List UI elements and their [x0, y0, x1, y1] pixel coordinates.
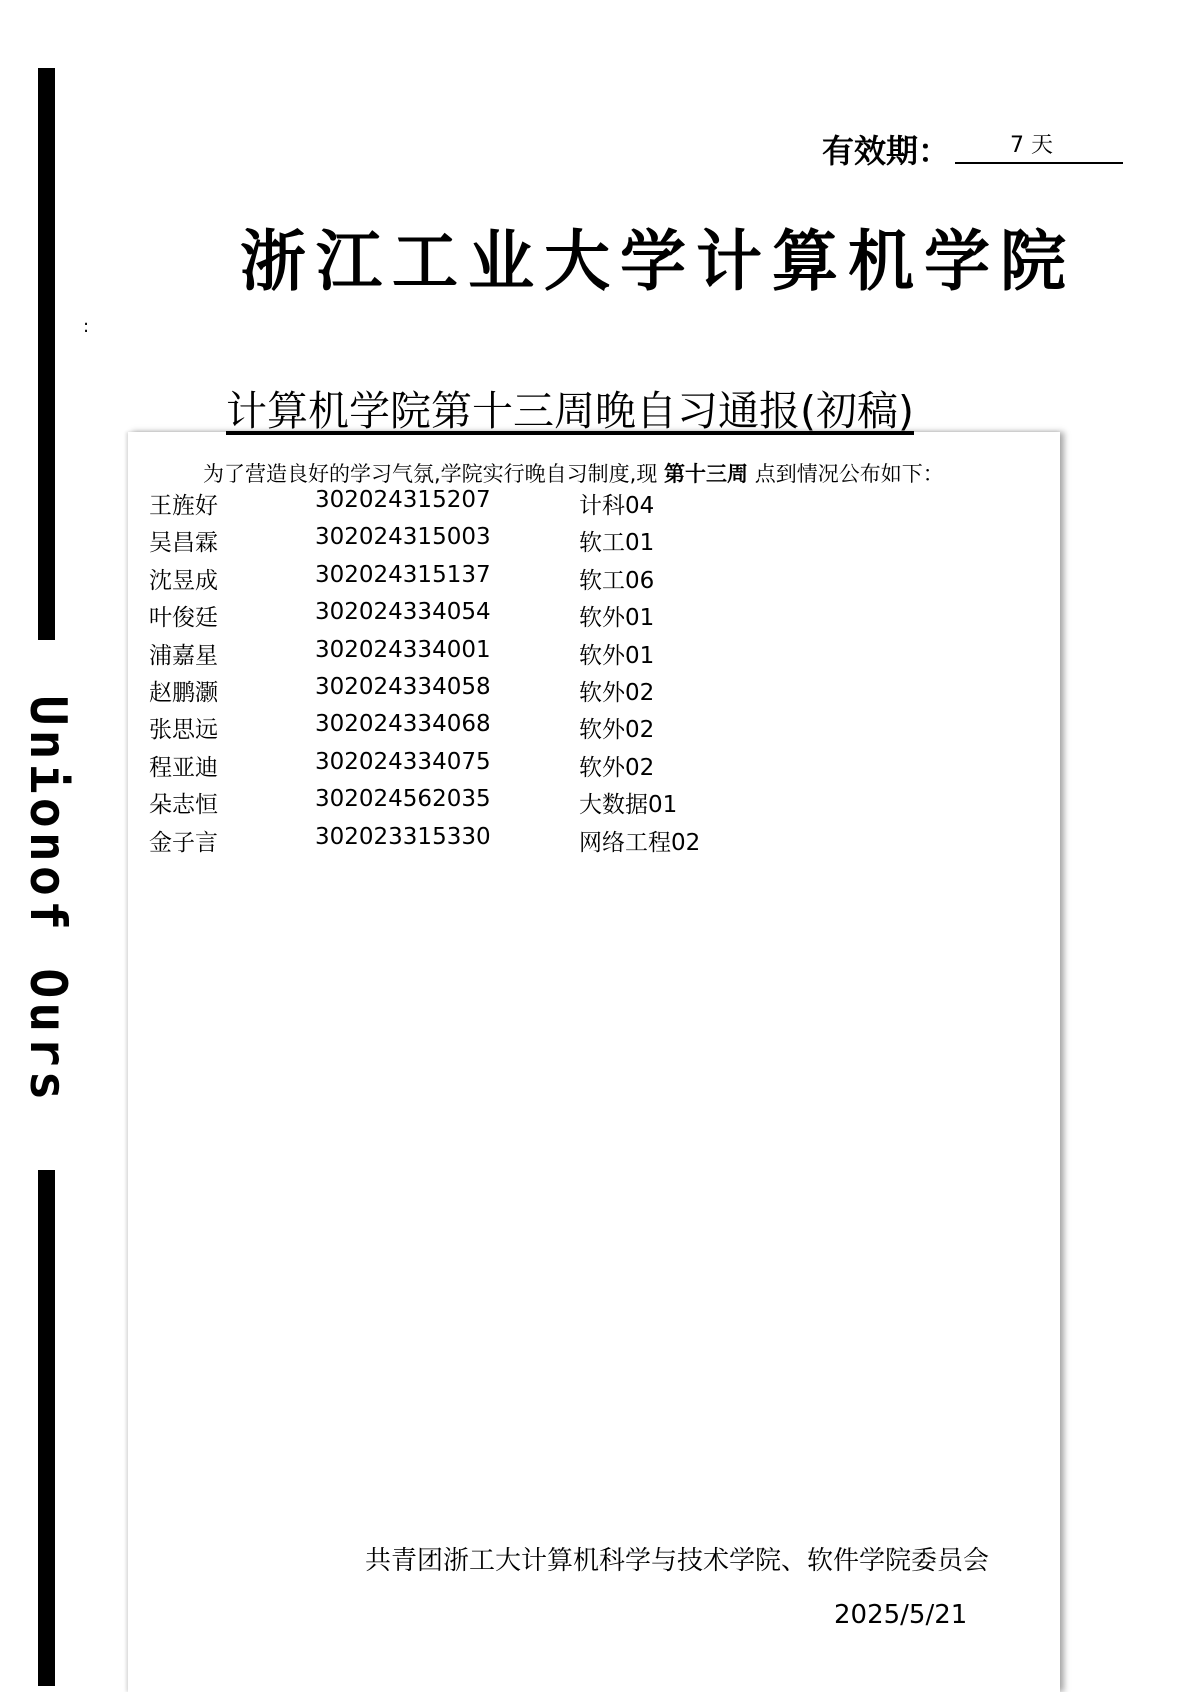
student-id: 302024315003 [315, 524, 491, 551]
side-bar-top [38, 68, 55, 640]
student-name: 叶俊廷 [149, 605, 218, 632]
stray-colon: : [83, 316, 90, 337]
student-id: 302023315330 [315, 823, 491, 850]
student-name: 吴昌霖 [149, 530, 218, 557]
student-name: 赵鹏灏 [149, 680, 218, 706]
student-id: 302024334075 [315, 748, 491, 775]
student-class: 软工06 [579, 567, 655, 594]
intro-after: 点到情况公布如下： [748, 462, 944, 486]
student-id: 302024334054 [315, 599, 491, 626]
student-class: 软外02 [579, 754, 655, 781]
student-id: 302024315137 [315, 561, 491, 588]
student-name: 沈昱成 [149, 567, 218, 594]
intro-before: 为了营造良好的学习气氛,学院实行晚自习制度,现 [203, 462, 665, 486]
student-id: 302024562035 [315, 786, 491, 813]
footer-org: 共青团浙工大计算机科学与技术学院、软件学院委员会 [365, 1546, 990, 1576]
intro-week: 第十三周 [664, 462, 749, 486]
student-class: 计科04 [579, 493, 655, 519]
school-name: 浙江工业大学计算机学院 [240, 223, 1076, 300]
side-bar-bottom [38, 1170, 55, 1686]
student-class: 软外02 [579, 680, 655, 706]
intro-text [203, 458, 944, 488]
student-id: 302024334058 [315, 674, 491, 700]
student-name: 程亚迪 [149, 754, 218, 781]
footer-date: 2025/5/21 [834, 1600, 968, 1630]
student-id: 302024315207 [315, 487, 491, 513]
validity-value: 7 天 [1010, 133, 1053, 158]
student-name: 朵志恒 [149, 792, 218, 819]
student-class: 大数据01 [579, 792, 678, 819]
validity-label: 有效期： [822, 132, 951, 170]
student-name: 张思远 [149, 717, 218, 744]
student-class: 软外02 [579, 717, 655, 744]
student-id: 302024334001 [315, 636, 491, 663]
student-name: 浦嘉星 [149, 642, 218, 669]
student-class: 网络工程02 [579, 829, 701, 856]
student-name: 金子言 [149, 829, 218, 856]
notice-title: 计算机学院第十三周晚自习通报(初稿) [226, 387, 914, 435]
student-class: 软外01 [579, 642, 655, 669]
student-class: 软外01 [579, 605, 655, 632]
student-class: 软工01 [579, 530, 655, 557]
student-id: 302024334068 [315, 711, 491, 738]
student-name: 王旌好 [149, 493, 218, 519]
validity-underline [955, 162, 1123, 164]
side-vertical-text: Unionof Ours [19, 695, 77, 1105]
